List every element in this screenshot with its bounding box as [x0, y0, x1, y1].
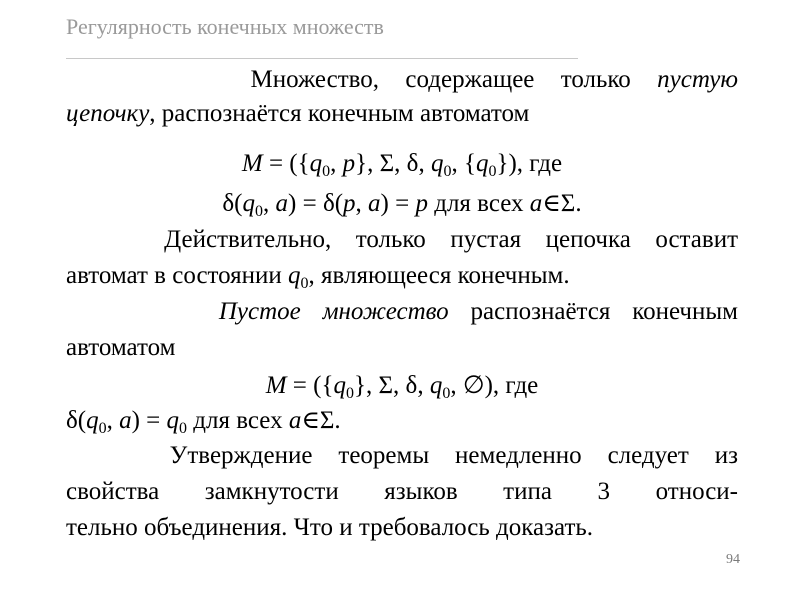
text-line-7: Пустое множество распознаётся конечным — [218, 298, 738, 325]
formula-transition-2: $\delta(q_0$, $a) = q_0$ для всех a∈Σ. — [66, 407, 341, 437]
text-line-5: Действительно, только пустая цепочка оставит — [66, 226, 738, 253]
page-number: 94 — [726, 552, 740, 567]
slide-title: Регулярность конечных множеств — [66, 14, 384, 39]
text-line-8: автоматом — [66, 334, 176, 361]
text-line-12: свойства замкнутости языков типа 3 относи- — [66, 478, 738, 505]
text-line-6: автомат в состоянии $q_0$, являющееся конечным. — [66, 262, 570, 292]
text-line-11: Утверждение теоремы немедленно следует из — [66, 442, 738, 469]
text-line-1: Множество, содержащее только пустую — [66, 66, 738, 93]
text-line-2: цепочку, распознаётся конечным автоматом — [66, 100, 530, 127]
formula-automaton-1: $M = (\{q_0$, p}, Σ, δ, $q_0$, $\{q_0\}$), где — [241, 150, 563, 180]
formula-transition-1: $\delta(q_0$, a) = δ(p, a) = p для всех a∈Σ. — [222, 190, 582, 220]
title-divider — [66, 58, 578, 59]
text-line-13: тельно объединения. Что и требовалось доказать. — [66, 514, 594, 541]
formula-automaton-2: $M = (\{q_0\}$, Σ, δ, $q_0$, ∅), где — [265, 372, 539, 402]
